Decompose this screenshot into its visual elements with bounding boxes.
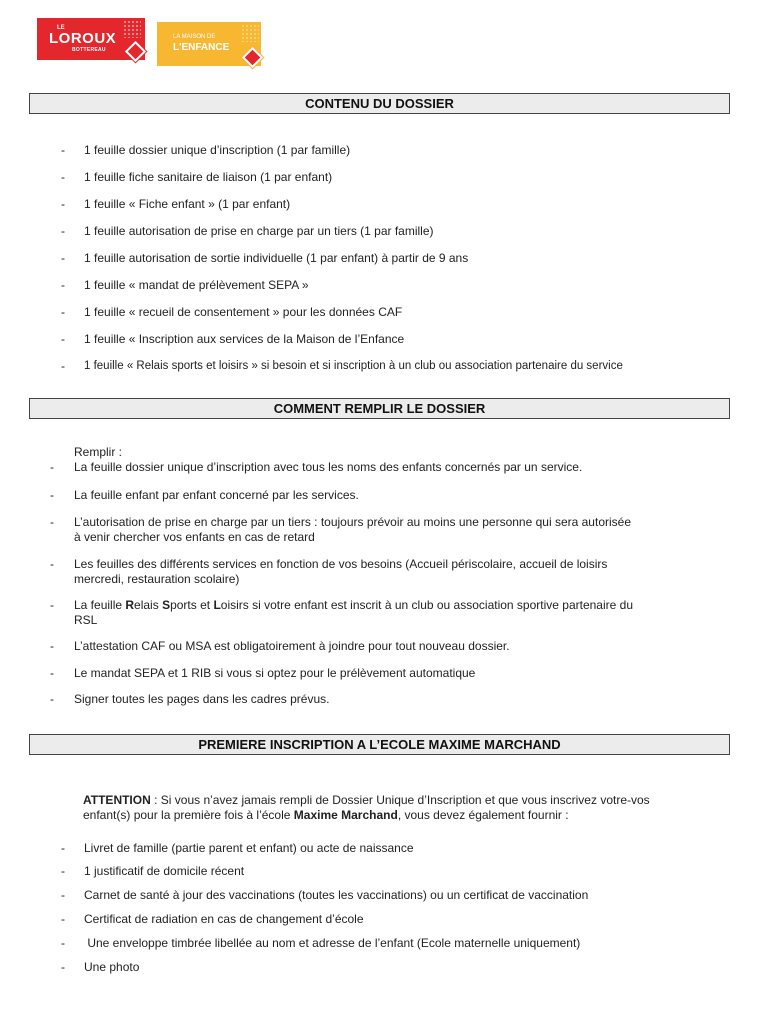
list-dash: - [50, 598, 54, 612]
rsl-pre: La feuille [74, 598, 126, 612]
logo-maison-small: LA MAISON DE [173, 34, 216, 40]
list-item: 1 feuille « Relais sports et loisirs » si besoin et si inscription à un club ou association partenaire du service [84, 360, 623, 372]
list-item: L’attestation CAF ou MSA est obligatoirement à joindre pour tout nouveau dossier. [74, 639, 510, 653]
list-dash: - [61, 197, 65, 211]
list-item: 1 feuille « Inscription aux services de la Maison de l’Enfance [84, 332, 405, 346]
list-item: 1 feuille « mandat de prélèvement SEPA » [84, 278, 309, 292]
section-title-contenu: CONTENU DU DOSSIER [29, 93, 730, 114]
list-item: Une photo [84, 960, 140, 974]
list-dash: - [61, 305, 65, 319]
diamond-icon [125, 41, 146, 62]
logo-maison-big: L'ENFANCE [173, 42, 230, 53]
attention-text-1: : Si vous n’avez jamais rempli de Dossier Unique d’Inscription et que vous inscrivez votre-vos [150, 793, 650, 807]
list-dash: - [61, 864, 65, 878]
loroux-bottereau-logo [37, 18, 145, 60]
attention-line-1 [83, 793, 650, 808]
logo-le: LE [57, 25, 65, 31]
list-item: Carnet de santé à jour des vaccinations (toutes les vaccinations) ou un certificat de vaccination [84, 888, 589, 902]
section-title-comment-remplir: COMMENT REMPLIR LE DOSSIER [29, 398, 730, 419]
list-item-rsl [74, 598, 633, 613]
dots-pattern-icon [123, 20, 141, 38]
list-dash: - [61, 143, 65, 157]
list-dash: - [61, 251, 65, 265]
diamond-icon [242, 47, 263, 68]
list-dash: - [50, 488, 54, 502]
list-dash: - [50, 666, 54, 680]
list-dash: - [61, 278, 65, 292]
list-item: Les feuilles des différents services en fonction de vos besoins (Accueil périscolaire, accueil de loisirs [74, 557, 608, 571]
list-dash: - [61, 936, 65, 950]
list-dash: - [50, 639, 54, 653]
list-item: Une enveloppe timbrée libellée au nom et adresse de l’enfant (Ecole maternelle uniquement) [84, 936, 581, 950]
list-dash: - [50, 515, 54, 529]
attention-school: Maxime Marchand [293, 808, 398, 822]
logo-loroux: LOROUX [49, 30, 117, 47]
list-dash: - [61, 332, 65, 346]
list-dash: - [61, 912, 65, 926]
rsl-letter-s: S [162, 598, 171, 612]
attention-label: ATTENTION [83, 793, 151, 807]
list-dash: - [50, 692, 54, 706]
list-dash: - [50, 557, 54, 571]
attention-text-2a: enfant(s) pour la première fois à l’école [83, 808, 294, 822]
rsl-letter-l: L [213, 598, 221, 612]
logo-bottereau: BOTTEREAU [72, 47, 106, 53]
section-title-premiere-inscription: PREMIERE INSCRIPTION A L’ECOLE MAXIME MARCHAND [29, 734, 730, 755]
list-dash: - [61, 841, 65, 855]
list-item: La feuille enfant par enfant concerné par les services. [74, 488, 359, 502]
list-item: 1 justificatif de domicile récent [84, 864, 245, 878]
list-dash: - [61, 224, 65, 238]
rsl-elais: elais [134, 598, 163, 612]
list-item: 1 feuille dossier unique d’inscription (1 par famille) [84, 143, 351, 157]
list-dash: - [61, 888, 65, 902]
list-dash: - [61, 960, 65, 974]
list-dash: - [61, 359, 65, 373]
list-item: Signer toutes les pages dans les cadres prévus. [74, 692, 330, 706]
list-item: Certificat de radiation en cas de changement d’école [84, 912, 364, 926]
dots-pattern-icon [241, 24, 259, 42]
list-item: L’autorisation de prise en charge par un tiers : toujours prévoir au moins une personne qui sera autorisée [74, 515, 631, 529]
list-item: 1 feuille « Fiche enfant » (1 par enfant) [84, 197, 291, 211]
list-item: 1 feuille autorisation de prise en charge par un tiers (1 par famille) [84, 224, 434, 238]
rsl-rest: oisirs si votre enfant est inscrit à un club ou association sportive partenaire du [220, 598, 633, 612]
attention-line-2 [83, 808, 569, 823]
list-item: 1 feuille autorisation de sortie individuelle (1 par enfant) à partir de 9 ans [84, 251, 469, 265]
remplir-intro: Remplir : [74, 445, 123, 459]
list-item: Livret de famille (partie parent et enfant) ou acte de naissance [84, 841, 414, 855]
list-dash: - [61, 170, 65, 184]
rsl-letter-r: R [125, 598, 135, 612]
attention-text-2b: , vous devez également fournir : [397, 808, 569, 822]
maison-enfance-logo [157, 22, 261, 66]
list-item: 1 feuille « recueil de consentement » pour les données CAF [84, 305, 403, 319]
list-item-continuation: à venir chercher vos enfants en cas de retard [74, 530, 315, 544]
list-item: Le mandat SEPA et 1 RIB si vous si optez pour le prélèvement automatique [74, 666, 476, 680]
list-dash: - [50, 460, 54, 474]
list-item: 1 feuille fiche sanitaire de liaison (1 par enfant) [84, 170, 333, 184]
list-item-continuation: mercredi, restauration scolaire) [74, 572, 240, 586]
rsl-ports: ports et [170, 598, 214, 612]
list-item: La feuille dossier unique d’inscription avec tous les noms des enfants concernés par un service. [74, 460, 583, 474]
list-item-continuation: RSL [74, 613, 98, 627]
